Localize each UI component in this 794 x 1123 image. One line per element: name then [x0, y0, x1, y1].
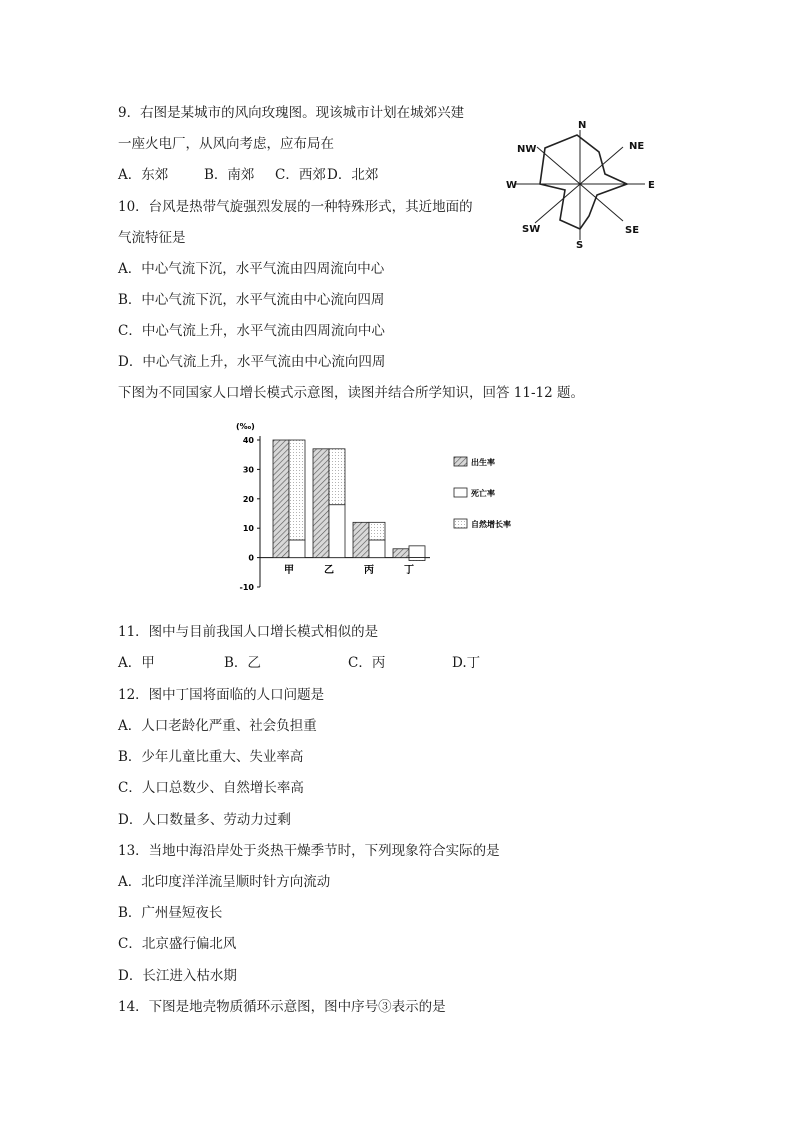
q12-option-b: B．少年儿童比重大、失业率高 — [118, 749, 304, 765]
wind-label-n: N — [578, 120, 587, 131]
q9-option-d: D．北郊 — [327, 167, 379, 183]
chart-y-unit: (‰) — [236, 422, 255, 431]
q13-stem: 13．当地中海沿岸处于炎热干燥季节时，下列现象符合实际的是 — [118, 843, 500, 859]
x-category-label: 丙 — [364, 565, 374, 576]
death-rate-bar — [329, 505, 345, 558]
q10-option-c: C．中心气流上升，水平气流由四周流向中心 — [118, 323, 385, 339]
q11-option-b: B．乙 — [224, 655, 261, 671]
wind-rose-diagram — [505, 115, 675, 255]
wind-label-sw: SW — [522, 224, 541, 235]
q9-option-a: A．东郊 — [118, 167, 169, 183]
q11-options — [118, 654, 480, 672]
legend-label: 出生率 — [471, 458, 495, 467]
wind-rose-axis-nesw — [535, 147, 623, 223]
y-tick-label: 30 — [242, 465, 254, 475]
q11-option-a: A．甲 — [118, 655, 155, 671]
q10-option-a: A．中心气流下沉，水平气流由四周流向中心 — [118, 261, 385, 277]
y-tick-label: 0 — [248, 553, 254, 563]
population-chart — [220, 415, 550, 595]
q9-stem-line1: 9．右图是某城市的风向玫瑰图。现该城市计划在城郊兴建 — [118, 105, 465, 121]
q9-option-c: C．西郊 — [275, 167, 326, 183]
legend-swatch — [454, 488, 467, 497]
death-rate-bar — [369, 540, 385, 558]
wind-label-ne: NE — [629, 141, 645, 152]
legend-label: 自然增长率 — [471, 520, 511, 529]
natural-growth-bar — [329, 449, 345, 505]
x-category-label: 甲 — [284, 565, 294, 576]
wind-rose-frequency-polygon — [540, 135, 627, 229]
y-tick-label: 40 — [242, 436, 254, 445]
q10-stem-line1: 10．台风是热带气旋强烈发展的一种特殊形式，其近地面的 — [118, 199, 473, 215]
legend-swatch — [454, 457, 467, 466]
intro-11-12: 下图为不同国家人口增长模式示意图，读图并结合所学知识，回答 11-12 题。 — [118, 385, 584, 401]
q11-option-c: C．丙 — [348, 655, 386, 671]
q9-stem-line2: 一座火电厂，从风向考虑，应布局在 — [118, 136, 334, 152]
q12-option-c: C．人口总数少、自然增长率高 — [118, 780, 304, 796]
natural-growth-bar — [289, 440, 305, 540]
birth-rate-bar — [393, 549, 409, 558]
wind-label-nw: NW — [517, 144, 537, 155]
q13-option-a: A．北印度洋洋流呈顺时针方向流动 — [118, 874, 331, 890]
q12-option-d: D．人口数量多、劳动力过剩 — [118, 812, 291, 828]
q11-option-d: D.丁 — [452, 655, 481, 671]
natural-growth-bar — [369, 522, 385, 540]
x-category-label: 丁 — [404, 565, 414, 576]
legend-swatch — [454, 519, 467, 528]
q12-stem: 12．图中丁国将面临的人口问题是 — [118, 687, 325, 703]
q10-option-b: B．中心气流下沉，水平气流由中心流向四周 — [118, 292, 385, 308]
q10-option-d: D．中心气流上升，水平气流由中心流向四周 — [118, 354, 386, 370]
q10-stem-line2: 气流特征是 — [118, 230, 186, 246]
death-rate-bar — [289, 540, 305, 558]
wind-label-e: E — [648, 180, 655, 191]
x-category-label: 乙 — [324, 565, 334, 576]
wind-label-s: S — [576, 240, 584, 251]
y-tick-label: -10 — [239, 583, 254, 592]
q9-option-b: B．南郊 — [204, 167, 255, 183]
q12-option-a: A．人口老龄化严重、社会负担重 — [118, 718, 317, 734]
q9-options — [118, 166, 378, 184]
q13-option-c: C．北京盛行偏北风 — [118, 936, 237, 952]
y-tick-label: 10 — [242, 524, 254, 534]
natural-growth-bar — [409, 558, 425, 561]
birth-rate-bar — [313, 449, 329, 558]
y-tick-label: 20 — [242, 494, 254, 504]
wind-label-w: W — [506, 180, 518, 191]
q13-option-b: B．广州昼短夜长 — [118, 905, 223, 921]
q11-stem: 11．图中与目前我国人口增长模式相似的是 — [118, 624, 379, 640]
wind-label-se: SE — [625, 225, 640, 236]
death-rate-bar — [409, 546, 425, 558]
legend-label: 死亡率 — [471, 489, 495, 498]
q14-stem: 14．下图是地壳物质循环示意图，图中序号③表示的是 — [118, 999, 446, 1015]
q13-option-d: D．长江进入枯水期 — [118, 968, 237, 984]
birth-rate-bar — [353, 522, 369, 557]
birth-rate-bar — [273, 440, 289, 558]
